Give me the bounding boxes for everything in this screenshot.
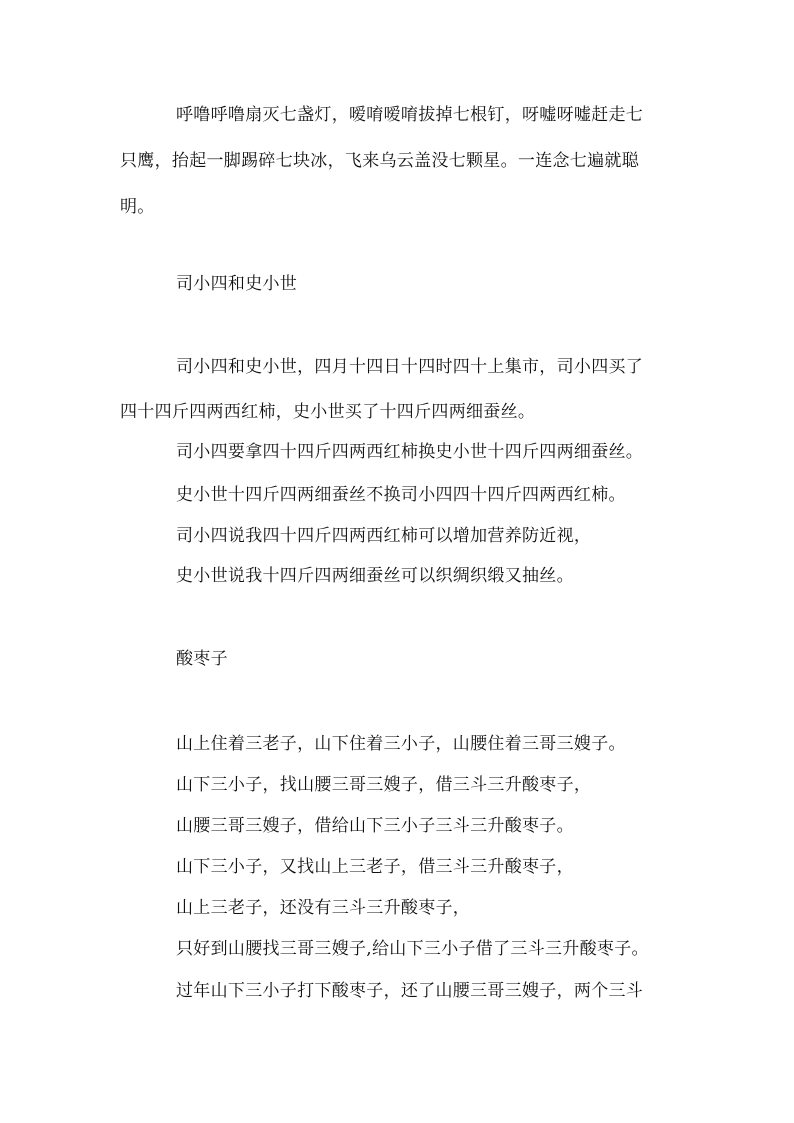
section2-line-1: 山上住着三老子，山下住着三小子，山腰住着三哥三嫂子。 (176, 734, 626, 754)
section1-title: 司小四和史小世 (176, 274, 298, 294)
section2-line-7: 过年山下三小子打下酸枣子，还了山腰三哥三嫂子，两个三斗 (176, 981, 644, 1001)
section2-line-3: 山腰三哥三嫂子，借给山下三小子三斗三升酸枣子。 (176, 816, 574, 836)
intro-line-2: 只鹰，抬起一脚踢碎七块冰，飞来乌云盖没七颗星。一连念七遍就聪 (120, 151, 639, 171)
section1-line-6: 史小世说我十四斤四两细蚕丝可以织绸织缎又抽丝。 (176, 566, 574, 586)
intro-line-3: 明。 (120, 197, 155, 217)
section1-line-3: 司小四要拿四十四斤四两西红柿换史小世十四斤四两细蚕丝。 (176, 442, 644, 462)
section1-line-2: 四十四斤四两西红柿，史小世买了十四斤四两细蚕丝。 (120, 402, 536, 422)
section2-line-5: 山上三老子，还没有三斗三升酸枣子， (176, 898, 471, 918)
section1-line-4: 史小世十四斤四两细蚕丝不换司小四四十四斤四两西红柿。 (176, 485, 626, 505)
intro-line-1: 呼噜呼噜扇灭七盏灯，嗳唷嗳唷拔掉七根钉，呀嘘呀嘘赶走七 (176, 105, 644, 125)
section2-title: 酸枣子 (176, 649, 228, 669)
section1-line-5: 司小四说我四十四斤四两西红柿可以增加营养防近视， (176, 526, 592, 546)
section2-line-2: 山下三小子，找山腰三哥三嫂子，借三斗三升酸枣子， (176, 775, 592, 795)
section2-line-6: 只好到山腰找三哥三嫂子,给山下三小子借了三斗三升酸枣子。 (176, 939, 649, 959)
section1-line-1: 司小四和史小世，四月十四日十四时四十上集市，司小四买了 (176, 357, 644, 377)
section2-line-4: 山下三小子，又找山上三老子，借三斗三升酸枣子， (176, 857, 574, 877)
